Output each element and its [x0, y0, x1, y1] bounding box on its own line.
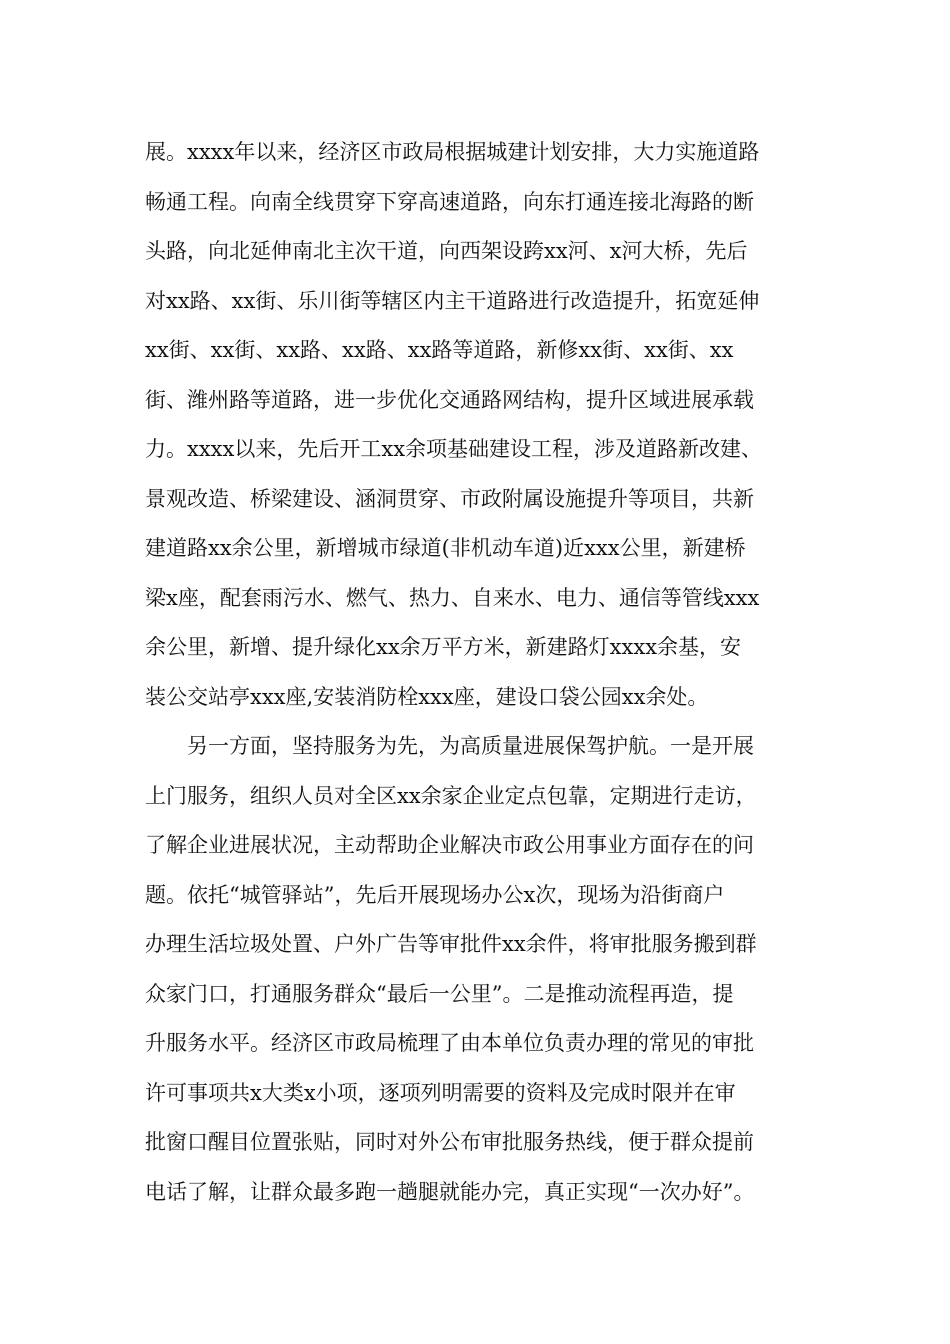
paragraph-line: 力。xxxx以来，先后开工xx余项基础建设工程，涉及道路新改建、: [145, 437, 763, 461]
paragraph-line: 许可事项共x大类x小项，逐项列明需要的资料及完成时限并在审: [145, 1080, 736, 1105]
paragraph-line: 办理生活垃圾处置、户外广告等审批件xx余件，将审批服务搬到群: [145, 932, 757, 956]
paragraph-line: xx街、xx街、xx路、xx路、xx路等道路，新修xx街、xx街、xx: [145, 338, 734, 362]
paragraph-line: 畅通工程。向南全线贯穿下穿高速道路，向东打通连接北海路的断: [145, 189, 754, 214]
paragraph-line: 升服务水平。经济区市政局梳理了由本单位负责办理的常见的审批: [145, 1031, 754, 1055]
paragraph-1: [145, 128, 845, 722]
paragraph-line: 对xx路、xx街、乐川街等辖区内主干道路进行改造提升，拓宽延伸: [145, 288, 760, 313]
paragraph-line: 题。依托“城管驿站”，先后开展现场办公x次，现场为沿街商户: [145, 882, 725, 907]
paragraph-line: 余公里，新增、提升绿化xx余万平方米，新建路灯xxxx余基，安: [145, 635, 742, 659]
paragraph-line: 街、潍州路等道路，进一步优化交通路网结构，提升区域进展承载: [145, 387, 754, 412]
paragraph-line: 批窗口醒目位置张贴，同时对外公布审批服务热线，便于群众提前: [145, 1130, 754, 1154]
document-body: [145, 128, 845, 1217]
paragraph-line: 上门服务，组织人员对全区xx余家企业定点包靠，定期进行走访，: [145, 783, 757, 808]
paragraph-line: 众家门口，打通服务群众“最后一公里”。二是推动流程再造，提: [145, 981, 734, 1006]
paragraph-line: 展。xxxx年以来，经济区市政局根据城建计划安排，大力实施道路: [145, 140, 760, 164]
paragraph-2: [145, 722, 845, 1217]
paragraph-line: 电话了解，让群众最多跑一趟腿就能办完，真正实现“一次办好”。: [145, 1179, 755, 1204]
paragraph-line: 头路，向北延伸南北主次干道，向西架设跨xx河、x河大桥，先后: [145, 239, 748, 263]
paragraph-line: 建道路xx余公里，新增城市绿道(非机动车道)近xxx公里，新建桥: [145, 536, 746, 560]
paragraph-line: 了解企业进展状况，主动帮助企业解决市政公用事业方面存在的问: [145, 833, 754, 857]
paragraph-line: 梁x座，配套雨污水、燃气、热力、自来水、电力、通信等管线xxx: [145, 585, 760, 610]
paragraph-line: 景观改造、桥梁建设、涵洞贯穿、市政附属设施提升等项目，共新: [145, 486, 754, 511]
paragraph-line: 装公交站亭xxx座,安装消防栓xxx座，建设口袋公园xx余处。: [145, 684, 709, 709]
paragraph-first-line: 另一方面，坚持服务为先，为高质量进展保驾护航。一是开展: [187, 734, 754, 758]
